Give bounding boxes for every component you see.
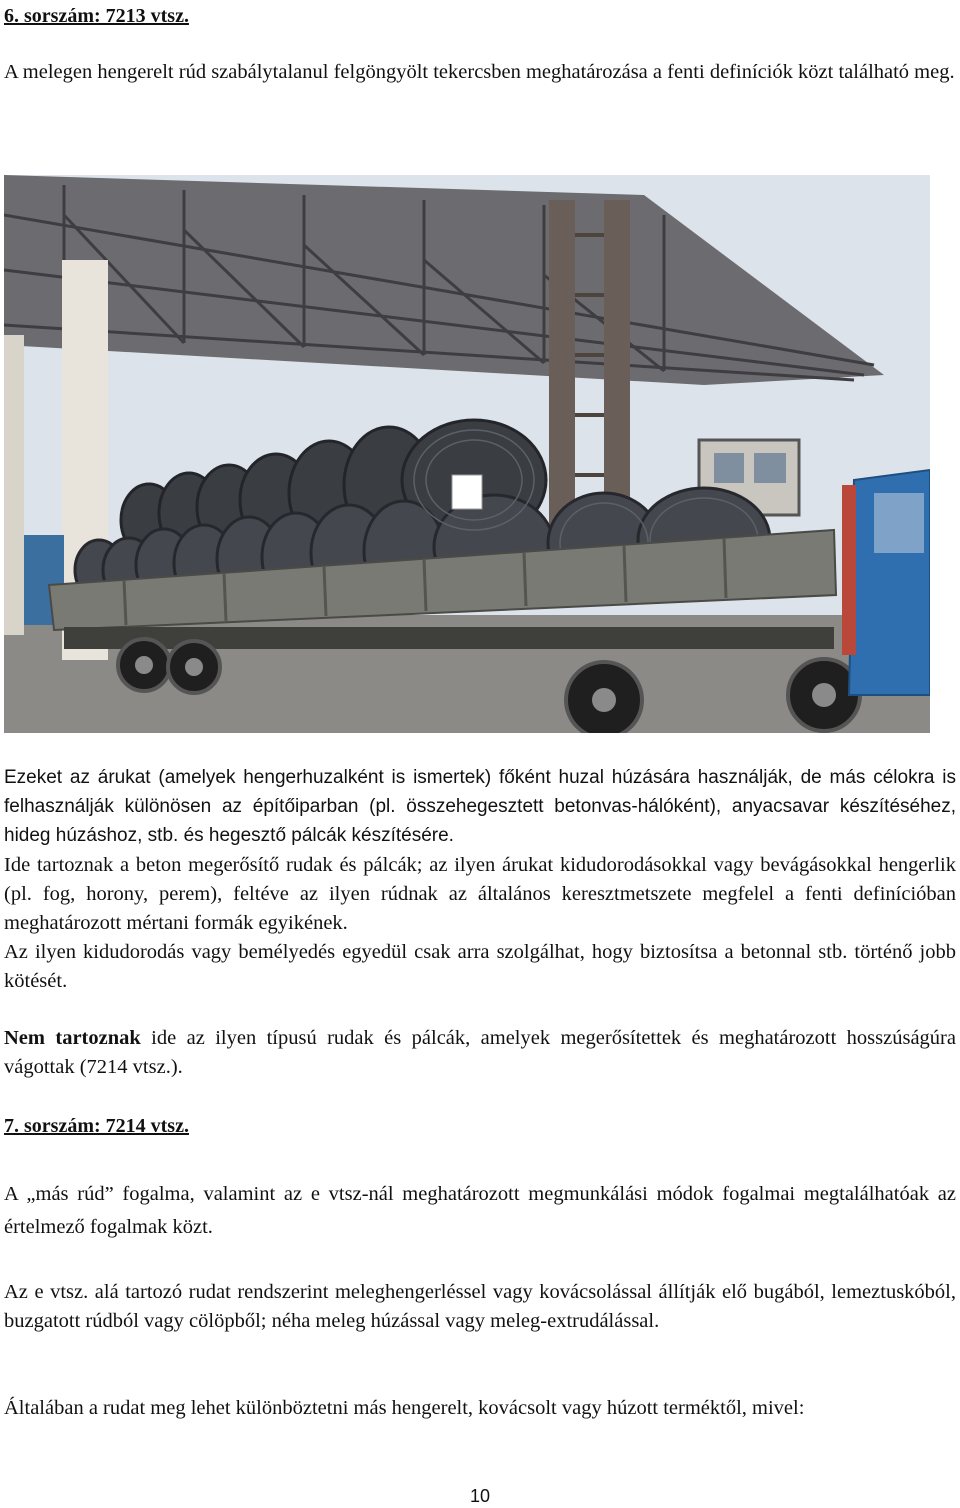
not-included-emphasis: Nem tartoznak <box>4 1027 141 1049</box>
section-7-paragraph-3: Általában a rudat meg lehet különböztetni más hengerelt, kovácsolt vagy húzott terméktől, mivel: <box>4 1397 805 1419</box>
photo-illustration <box>4 175 930 733</box>
page-number: 10 <box>469 1486 491 1506</box>
section-6-heading: 6. sorszám: 7213 vtsz. <box>4 5 189 27</box>
section-6-paragraph-1: Ezeket az árukat (amelyek hengerhuzalként is ismertek) főként huzal húzására használják, de más célokra is felhasználják különösen az építőiparban (pl. összehegesztett betonvas-hálóként), anyacsavar készítéséhez, hideg húzáshoz, stb. és hegesztő pálcák készítésére. <box>4 767 956 846</box>
section-6-paragraph-4-text: ide az ilyen típusú rudak és pálcák, amelyek megerősítettek és meghatározott hosszúságúra vágottak (7214 vtsz.). <box>4 1027 956 1078</box>
section-6-paragraph-3: Az ilyen kidudorodás vagy bemélyedés egyedül csak arra szolgálhat, hogy biztosítsa a betonnal stb. történő jobb kötését. <box>4 941 956 992</box>
section-6-paragraph-2: Ide tartoznak a beton megerősítő rudak és pálcák; az ilyen árukat kidudorodásokkal vagy bevágásokkal hengerlik (pl. fog, horony, perem), feltéve az ilyen rúdnak az általános keresztmetszete megfelel a fenti definícióban meghatározott mértani formák egyikének. <box>4 854 956 934</box>
section-7-paragraph-1: A „más rúd” fogalma, valamint az e vtsz-nál meghatározott megmunkálási módok fogalmai megtalálhatóak az értelmező fogalmak közt. <box>4 1183 956 1238</box>
section-7-paragraph-2: Az e vtsz. alá tartozó rudat rendszerint meleghengerléssel vagy kovácsolással állítják elő bugából, lemeztuskóból, buzgatott rúdból vagy cölöpből; néha meleg húzással vagy meleg-extrudálással. <box>4 1281 956 1332</box>
wire-rod-truck-photo <box>4 175 930 733</box>
section-7-heading: 7. sorszám: 7214 vtsz. <box>4 1115 189 1137</box>
section-6-intro: A melegen hengerelt rúd szabálytalanul felgöngyölt tekercsben meghatározása a fenti definíciók közt található meg. <box>4 61 955 83</box>
section-6-paragraph-4 <box>4 1024 956 1082</box>
